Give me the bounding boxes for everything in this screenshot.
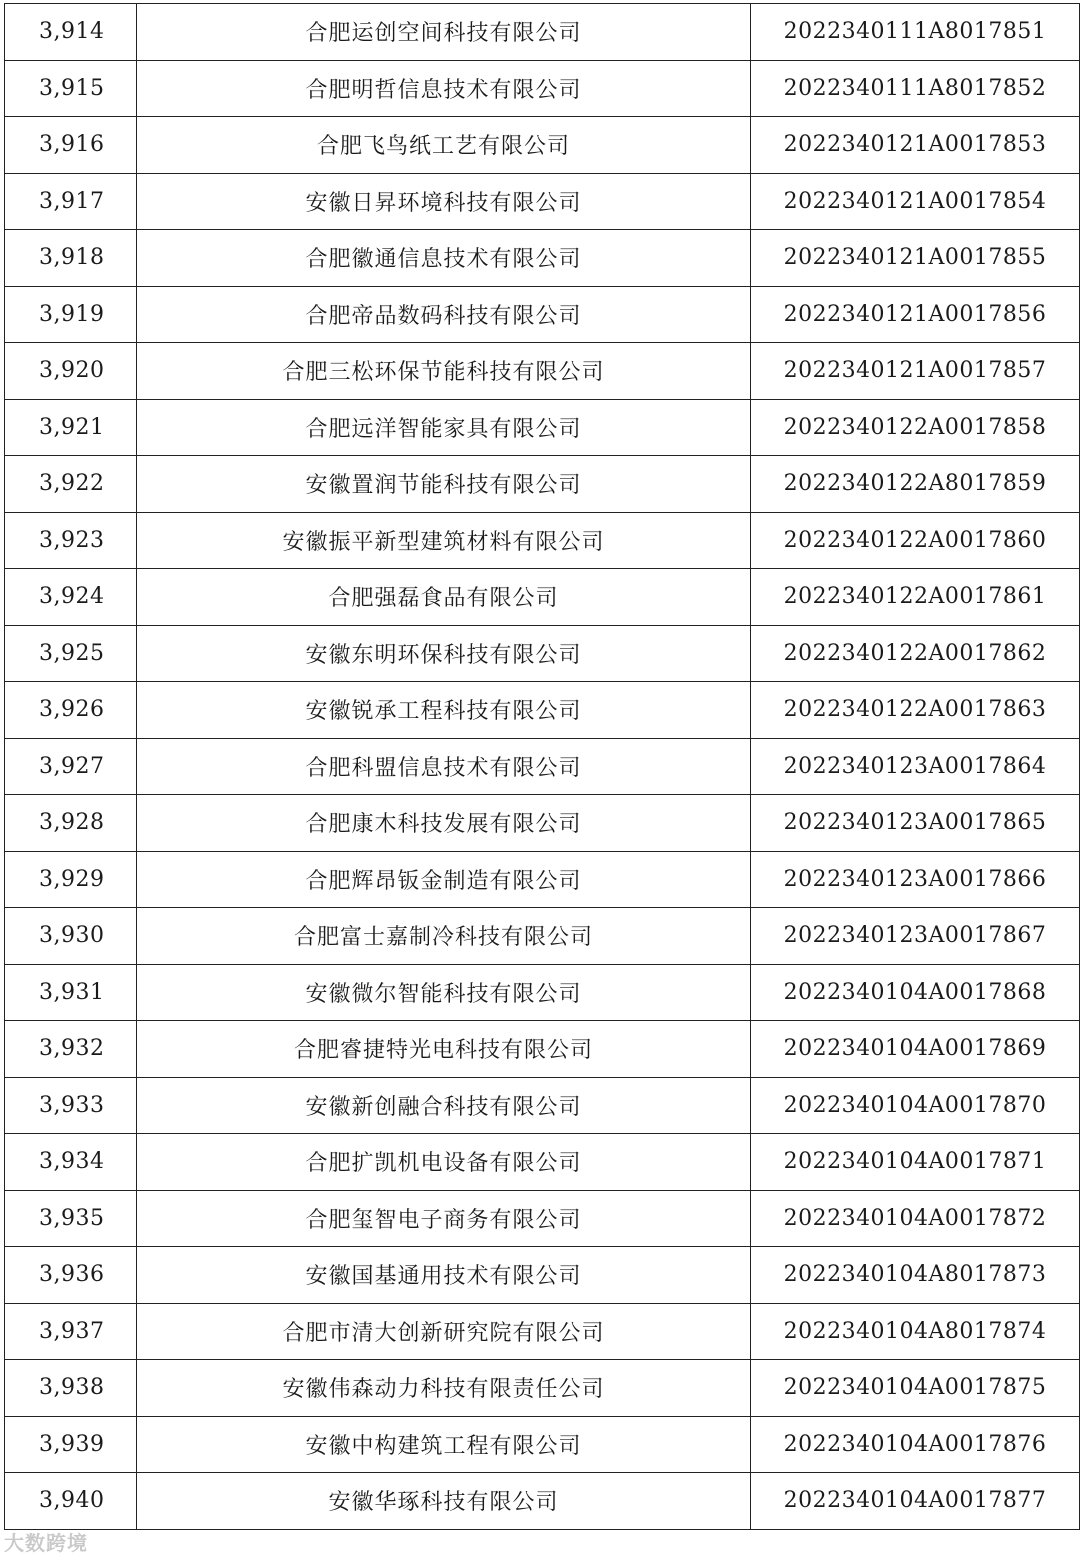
row-index-cell: 3,917 bbox=[5, 173, 137, 230]
row-index-cell: 3,926 bbox=[5, 682, 137, 739]
table-row bbox=[5, 512, 1080, 569]
registration-code-cell: 2022340104A8017874 bbox=[751, 1303, 1080, 1360]
table-row bbox=[5, 4, 1080, 61]
registration-code-cell: 2022340104A0017871 bbox=[751, 1134, 1080, 1191]
table-row bbox=[5, 456, 1080, 513]
row-index-cell: 3,916 bbox=[5, 117, 137, 174]
company-name-cell: 安徽华琢科技有限公司 bbox=[137, 1473, 751, 1530]
registration-code-cell: 2022340121A0017855 bbox=[751, 230, 1080, 287]
row-index-cell: 3,934 bbox=[5, 1134, 137, 1191]
table-row bbox=[5, 1303, 1080, 1360]
table-row bbox=[5, 1416, 1080, 1473]
registration-code-cell: 2022340104A0017869 bbox=[751, 1021, 1080, 1078]
company-name-cell: 合肥帝品数码科技有限公司 bbox=[137, 286, 751, 343]
table-row bbox=[5, 173, 1080, 230]
registration-code-cell: 2022340122A0017862 bbox=[751, 625, 1080, 682]
registration-code-cell: 2022340121A0017857 bbox=[751, 343, 1080, 400]
registration-code-cell: 2022340122A0017861 bbox=[751, 569, 1080, 626]
table-row bbox=[5, 908, 1080, 965]
table-row bbox=[5, 964, 1080, 1021]
registration-code-cell: 2022340111A8017851 bbox=[751, 4, 1080, 61]
company-name-cell: 安徽日昇环境科技有限公司 bbox=[137, 173, 751, 230]
row-index-cell: 3,920 bbox=[5, 343, 137, 400]
row-index-cell: 3,939 bbox=[5, 1416, 137, 1473]
company-name-cell: 合肥徽通信息技术有限公司 bbox=[137, 230, 751, 287]
row-index-cell: 3,927 bbox=[5, 738, 137, 795]
registration-code-cell: 2022340121A0017854 bbox=[751, 173, 1080, 230]
registration-code-cell: 2022340121A0017856 bbox=[751, 286, 1080, 343]
company-name-cell: 合肥富士嘉制冷科技有限公司 bbox=[137, 908, 751, 965]
company-name-cell: 合肥辉昂钣金制造有限公司 bbox=[137, 851, 751, 908]
table-row bbox=[5, 569, 1080, 626]
company-name-cell: 合肥强磊食品有限公司 bbox=[137, 569, 751, 626]
company-registry-table bbox=[4, 3, 1080, 1530]
row-index-cell: 3,931 bbox=[5, 964, 137, 1021]
registration-code-cell: 2022340123A0017864 bbox=[751, 738, 1080, 795]
table-row bbox=[5, 117, 1080, 174]
row-index-cell: 3,936 bbox=[5, 1247, 137, 1304]
registration-code-cell: 2022340122A0017863 bbox=[751, 682, 1080, 739]
row-index-cell: 3,921 bbox=[5, 399, 137, 456]
row-index-cell: 3,928 bbox=[5, 795, 137, 852]
registration-code-cell: 2022340122A8017859 bbox=[751, 456, 1080, 513]
row-index-cell: 3,938 bbox=[5, 1360, 137, 1417]
company-name-cell: 安徽中构建筑工程有限公司 bbox=[137, 1416, 751, 1473]
table-row bbox=[5, 230, 1080, 287]
registration-code-cell: 2022340104A0017870 bbox=[751, 1077, 1080, 1134]
company-name-cell: 合肥睿捷特光电科技有限公司 bbox=[137, 1021, 751, 1078]
registration-code-cell: 2022340123A0017867 bbox=[751, 908, 1080, 965]
registration-code-cell: 2022340104A0017876 bbox=[751, 1416, 1080, 1473]
table-row bbox=[5, 1473, 1080, 1530]
company-name-cell: 安徽东明环保科技有限公司 bbox=[137, 625, 751, 682]
table-row bbox=[5, 1021, 1080, 1078]
table-row bbox=[5, 738, 1080, 795]
registration-code-cell: 2022340104A0017868 bbox=[751, 964, 1080, 1021]
row-index-cell: 3,932 bbox=[5, 1021, 137, 1078]
table-row bbox=[5, 1134, 1080, 1191]
row-index-cell: 3,940 bbox=[5, 1473, 137, 1530]
row-index-cell: 3,918 bbox=[5, 230, 137, 287]
registration-code-cell: 2022340122A0017860 bbox=[751, 512, 1080, 569]
row-index-cell: 3,937 bbox=[5, 1303, 137, 1360]
company-name-cell: 合肥运创空间科技有限公司 bbox=[137, 4, 751, 61]
registration-code-cell: 2022340104A0017872 bbox=[751, 1190, 1080, 1247]
company-name-cell: 安徽置润节能科技有限公司 bbox=[137, 456, 751, 513]
table-row bbox=[5, 1190, 1080, 1247]
company-name-cell: 合肥远洋智能家具有限公司 bbox=[137, 399, 751, 456]
row-index-cell: 3,929 bbox=[5, 851, 137, 908]
table-row bbox=[5, 682, 1080, 739]
company-name-cell: 合肥扩凯机电设备有限公司 bbox=[137, 1134, 751, 1191]
table-row bbox=[5, 399, 1080, 456]
registration-code-cell: 2022340104A8017873 bbox=[751, 1247, 1080, 1304]
company-name-cell: 合肥玺智电子商务有限公司 bbox=[137, 1190, 751, 1247]
row-index-cell: 3,919 bbox=[5, 286, 137, 343]
company-name-cell: 合肥科盟信息技术有限公司 bbox=[137, 738, 751, 795]
registration-code-cell: 2022340121A0017853 bbox=[751, 117, 1080, 174]
registration-code-cell: 2022340123A0017866 bbox=[751, 851, 1080, 908]
table-row bbox=[5, 60, 1080, 117]
registration-code-cell: 2022340123A0017865 bbox=[751, 795, 1080, 852]
company-name-cell: 合肥明哲信息技术有限公司 bbox=[137, 60, 751, 117]
table-row bbox=[5, 343, 1080, 400]
company-name-cell: 合肥市清大创新研究院有限公司 bbox=[137, 1303, 751, 1360]
table-body bbox=[5, 4, 1080, 1530]
company-name-cell: 合肥三松环保节能科技有限公司 bbox=[137, 343, 751, 400]
table-row bbox=[5, 851, 1080, 908]
registration-code-cell: 2022340104A0017877 bbox=[751, 1473, 1080, 1530]
table-row bbox=[5, 625, 1080, 682]
row-index-cell: 3,923 bbox=[5, 512, 137, 569]
registration-code-cell: 2022340111A8017852 bbox=[751, 60, 1080, 117]
table-row bbox=[5, 1247, 1080, 1304]
row-index-cell: 3,933 bbox=[5, 1077, 137, 1134]
company-name-cell: 安徽振平新型建筑材料有限公司 bbox=[137, 512, 751, 569]
row-index-cell: 3,922 bbox=[5, 456, 137, 513]
row-index-cell: 3,915 bbox=[5, 60, 137, 117]
row-index-cell: 3,914 bbox=[5, 4, 137, 61]
company-name-cell: 安徽伟森动力科技有限责任公司 bbox=[137, 1360, 751, 1417]
company-name-cell: 安徽锐承工程科技有限公司 bbox=[137, 682, 751, 739]
row-index-cell: 3,925 bbox=[5, 625, 137, 682]
table-row bbox=[5, 795, 1080, 852]
registration-code-cell: 2022340122A0017858 bbox=[751, 399, 1080, 456]
company-name-cell: 安徽国基通用技术有限公司 bbox=[137, 1247, 751, 1304]
table-row bbox=[5, 1360, 1080, 1417]
row-index-cell: 3,924 bbox=[5, 569, 137, 626]
watermark: 大数跨境 bbox=[4, 1531, 88, 1555]
company-name-cell: 合肥康木科技发展有限公司 bbox=[137, 795, 751, 852]
registration-code-cell: 2022340104A0017875 bbox=[751, 1360, 1080, 1417]
row-index-cell: 3,930 bbox=[5, 908, 137, 965]
row-index-cell: 3,935 bbox=[5, 1190, 137, 1247]
company-name-cell: 合肥飞鸟纸工艺有限公司 bbox=[137, 117, 751, 174]
company-name-cell: 安徽新创融合科技有限公司 bbox=[137, 1077, 751, 1134]
company-name-cell: 安徽微尔智能科技有限公司 bbox=[137, 964, 751, 1021]
table-row bbox=[5, 1077, 1080, 1134]
table-row bbox=[5, 286, 1080, 343]
